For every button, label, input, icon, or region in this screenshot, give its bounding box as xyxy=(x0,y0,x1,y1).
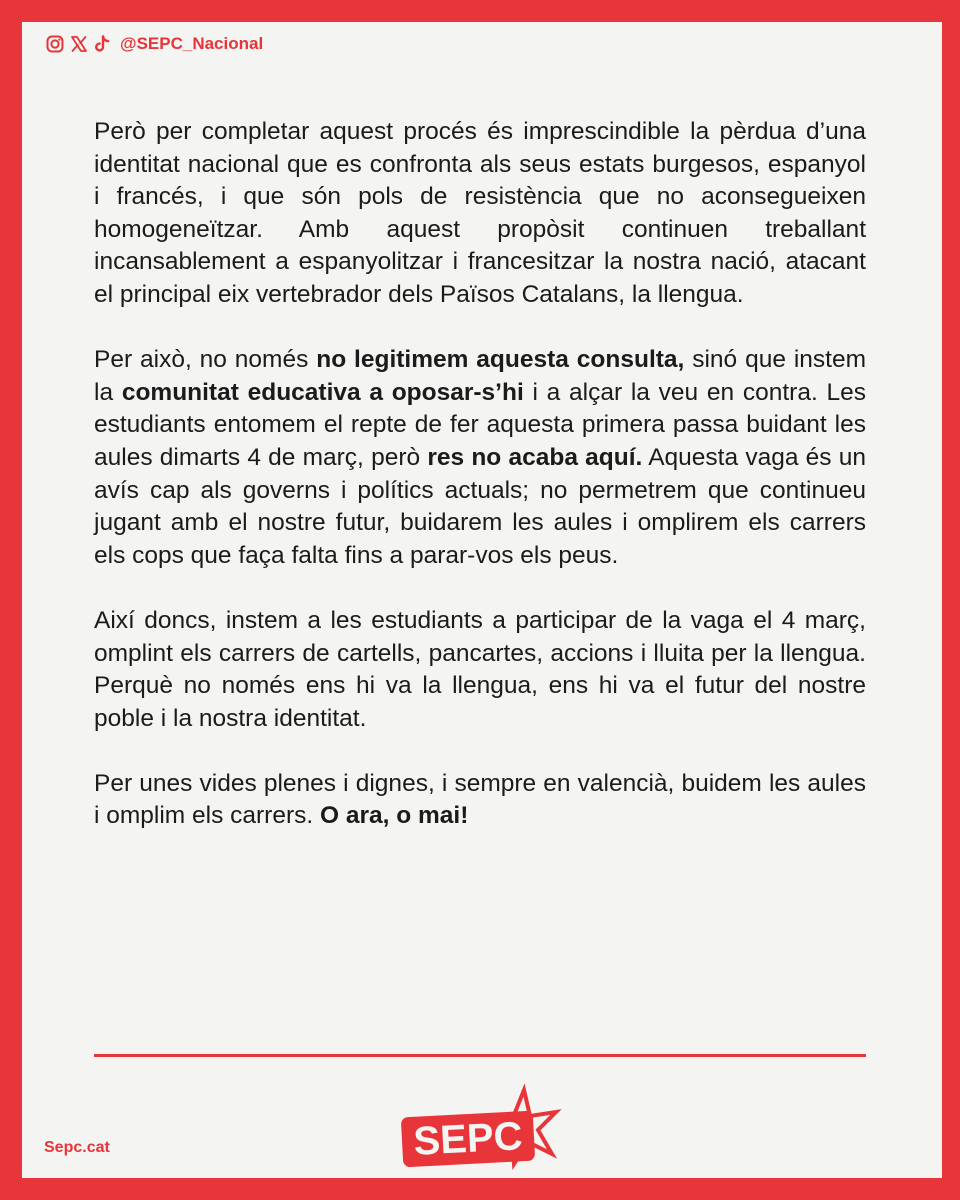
paragraph-2-text-3: i a alçar la veu en contra. Les estudiants entomem el repte de fer aquesta primera passa buidant les aules dimarts 4 de març, però xyxy=(94,378,866,471)
logo-text: SEPC xyxy=(412,1114,524,1164)
statement-body xyxy=(94,116,866,866)
tiktok-icon[interactable] xyxy=(94,35,110,53)
paragraph-2-text-4: Aquesta vaga és un avís cap als governs i polítics actuals; no permetrem que continueu jugant amb el nostre futur, buidarem les aules i omplirem els carrers els cops que faça falta fins a parar-vos els peus. xyxy=(94,443,866,569)
paragraph-1: Però per completar aquest procés és imprescindible la pèrdua d’una identitat nacional que es confronta als seus estats burgesos, espanyol i francés, i que són pols de resistència que no aconsegueixen homogeneïtzar. Amb aquest propòsit continuen treballant incansablement a espanyolitzar i francesitzar la nostra nació, atacant el principal eix vertebrador dels Països Catalans, la llengua. xyxy=(94,118,866,308)
website-link[interactable]: Sepc.cat xyxy=(44,1139,110,1156)
paragraph-4 xyxy=(94,768,866,833)
x-icon[interactable] xyxy=(70,35,88,53)
paragraph-2 xyxy=(94,344,866,572)
social-bar xyxy=(46,34,263,54)
instagram-icon[interactable] xyxy=(46,35,64,53)
paragraph-2-text-1: Per això, no només xyxy=(94,346,317,374)
paragraph-2-bold-3: res no acaba aquí. xyxy=(427,443,643,471)
paragraph-2-bold-2: comunitat educativa a oposar-s’hi xyxy=(121,378,524,406)
paragraph-2-bold-1: no legitimem aquesta consulta, xyxy=(316,346,685,374)
paragraph-4-bold-1: O ara, o mai! xyxy=(319,802,469,830)
social-handle[interactable]: @SEPC_Nacional xyxy=(120,34,264,53)
sepc-logo xyxy=(396,1084,566,1174)
paragraph-3: Així doncs, instem a les estudiants a participar de la vaga el 4 març, omplint els carrers de cartells, pancartes, accions i lluita per la llengua. Perquè no només ens hi va la llengua, ens hi va el futur del nostre poble i la nostra identitat. xyxy=(94,606,866,732)
footer-divider xyxy=(94,1054,866,1057)
paragraph-2-text-2: sinó que instem la xyxy=(94,346,866,406)
paragraph-4-text-1: Per unes vides plenes i dignes, i sempre en valencià, buidem les aules i omplim els carrers. xyxy=(94,769,866,830)
